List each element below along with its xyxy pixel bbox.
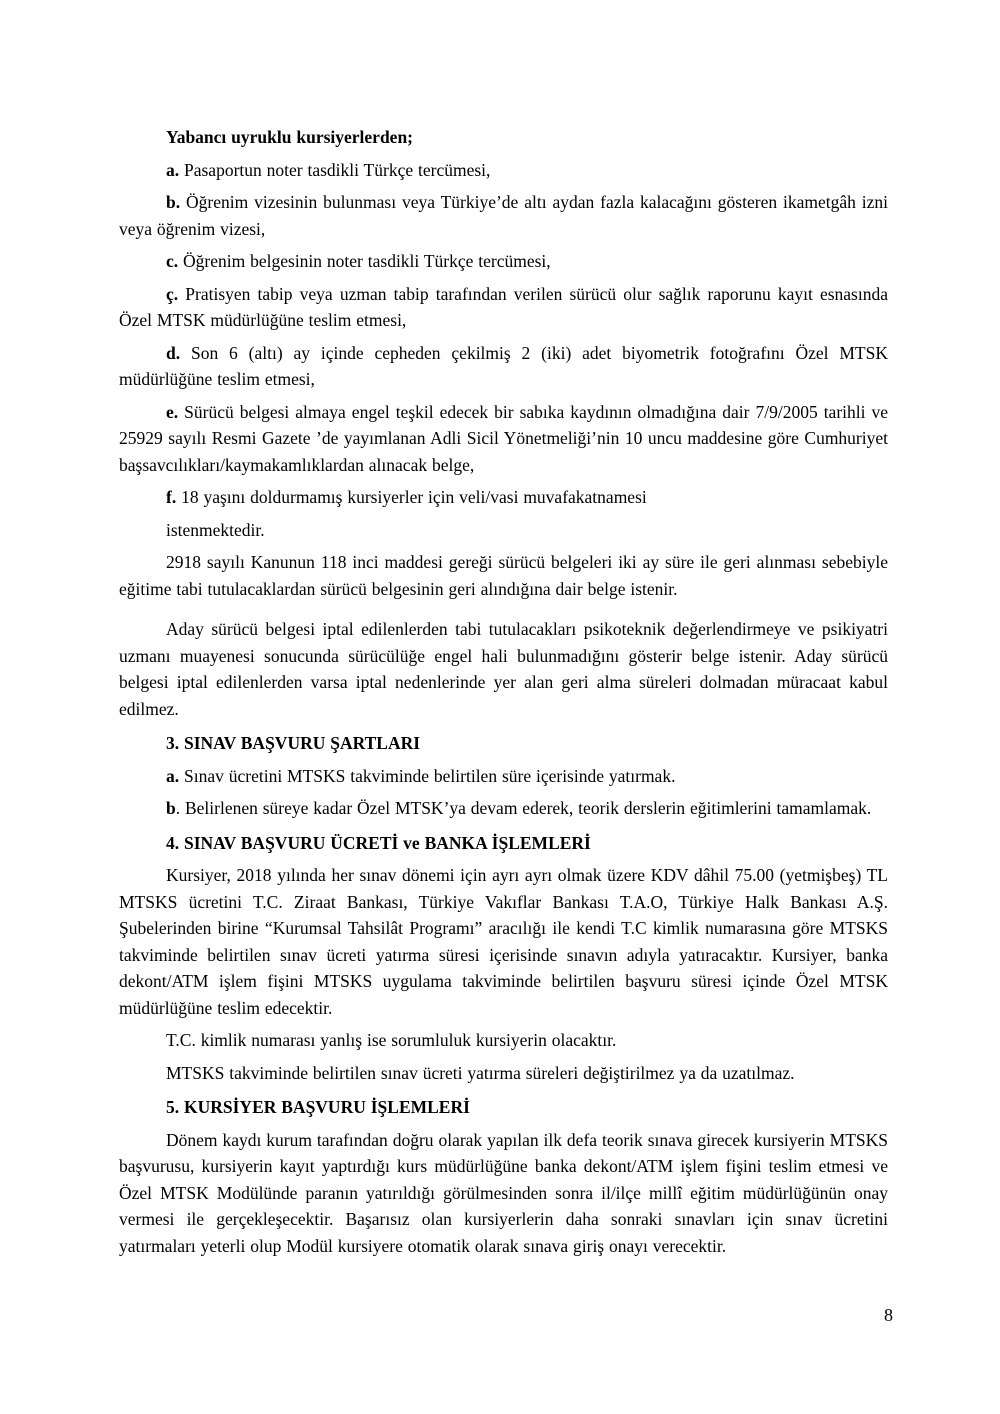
section-heading-4 [119, 830, 888, 857]
paragraph-text: T.C. kimlik numarası yanlış ise sorumluluk kursiyerin olacaktır. [166, 1030, 617, 1050]
paragraph-text: 2918 sayılı Kanunun 118 inci maddesi gereği sürücü belgeleri iki ay süre ile geri alınması sebebiyle eğitime tabi tutulacaklardan sürücü belgesinin geri alındığına dair belge istenir. [119, 552, 888, 599]
exam-condition-b [119, 795, 888, 822]
paragraph-2918-law [119, 549, 888, 602]
document-body [119, 116, 888, 1265]
paragraph-text: istenmektedir. [166, 519, 265, 540]
paragraph-text: Dönem kaydı kurum tarafından doğru olarak yapılan ilk defa teorik sınava girecek kursiyerin MTSKS başvurusu, kursiyerin kayıt yaptırdığı kurs müdürlüğüne banka dekont/ATM işlem fişini teslim etmesi ve Özel MTSK Modülünde paranın yatırıldığı görülmesinden sonra il/ilçe millî eğitim müdürlüğünün onay vermesi ile gerçekleşecektir. Başarısız olan kursiyerlerin daha sonraki sınavları için sınav ücretini yatırmaları yeterli olup Modül kursiyere otomatik olarak sınava giriş onayı verecektir. [119, 1129, 888, 1256]
list-item-c [119, 248, 888, 275]
item-marker: e. [166, 401, 179, 422]
exam-condition-a [119, 763, 888, 790]
item-text: Sınav ücretini MTSKS takviminde belirtilen süre içerisinde yatırmak. [179, 765, 676, 786]
item-text: Pratisyen tabip veya uzman tabip tarafından verilen sürücü olur sağlık raporunu kayıt esnasında Özel MTSK müdürlüğüne teslim etmesi, [119, 283, 888, 330]
list-item-b [119, 189, 888, 242]
item-text: Öğrenim vizesinin bulunması veya Türkiye’de altı aydan fazla kalacağını gösteren ikametgâh izni veya öğrenim vizesi, [119, 192, 888, 239]
item-text: Son 6 (altı) ay içinde cepheden çekilmiş 2 (iki) adet biyometrik fotoğrafını Özel MTSK müdürlüğüne teslim etmesi, [119, 342, 888, 389]
paragraph-exam-fee [119, 862, 888, 1021]
list-item-f [119, 484, 888, 511]
item-marker: a. [166, 765, 180, 786]
item-marker: b. [166, 192, 181, 212]
item-marker: f. [166, 487, 177, 507]
paragraph-fee-deadline [119, 1060, 888, 1087]
item-text: Sürücü belgesi almaya engel teşkil edecek bir sabıka kaydının olmadığına dair 7/9/2005 tarihli ve 25929 sayılı Resmi Gazete ’de yayımlanan Adli Sicil Yönetmeliği’nin 10 uncu maddesine göre Cumhuriyet başsavcılıkları/kaymakamlıklardan alınacak belge, [119, 401, 888, 475]
list-item-a [119, 157, 888, 184]
paragraph-tc-id-warning [119, 1027, 888, 1054]
item-marker: a. [166, 159, 180, 180]
item-text: . Belirlenen süreye kadar Özel MTSK’ya devam ederek, teorik derslerin eğitimlerini tamamlamak. [175, 798, 872, 818]
paragraph-text: Aday sürücü belgesi iptal edilenlerden tabi tutulacakları psikoteknik değerlendirmeye ve psikiyatri uzmanı muayenesi sonucunda sürücülüğe engel hali bulunmadığını gösterir belge istenir. Aday sürücü belgesi iptal edilenlerden varsa iptal nedenlerinde yer alan geri alma süreleri dolmadan müracaat kabul edilmez. [119, 619, 888, 719]
paragraph-revoked-licence [119, 616, 888, 722]
item-text: Öğrenim belgesinin noter tasdikli Türkçe tercümesi, [178, 251, 551, 271]
item-marker: b [166, 798, 176, 818]
paragraph-text: 5. KURSİYER BAŞVURU İŞLEMLERİ [166, 1097, 470, 1117]
page-number: 8 [884, 1305, 893, 1325]
item-marker: d. [166, 342, 181, 363]
section-heading-5 [119, 1094, 888, 1121]
list-closing-line [119, 517, 888, 544]
item-text: 18 yaşını doldurmamış kursiyerler için veli/vasi muvafakatnamesi [176, 487, 647, 507]
list-item-e [119, 399, 888, 479]
item-marker: c. [166, 251, 179, 271]
list-item-c-cedilla [119, 281, 888, 334]
paragraph-application-process [119, 1127, 888, 1260]
paragraph-text: 4. SINAV BAŞVURU ÜCRETİ ve BANKA İŞLEMLERİ [166, 832, 591, 853]
paragraph-text: 3. SINAV BAŞVURU ŞARTLARI [166, 733, 421, 753]
foreign-students-heading [119, 124, 888, 151]
paragraph-text: MTSKS takviminde belirtilen sınav ücreti yatırma süreleri değiştirilmez ya da uzatılmaz. [166, 1062, 795, 1083]
paragraph-text: Kursiyer, 2018 yılında her sınav dönemi için ayrı ayrı olmak üzere KDV dâhil 75.00 (yetmişbeş) TL MTSKS ücretini T.C. Ziraat Bankası, Türkiye Vakıflar Bankası T.A.O, Türkiye Halk Bankası A.Ş. Şubelerinden birine “Kurumsal Tahsilât Programı” aracılığı ile kendi T.C kimlik numarasına göre MTSKS takviminde belirtilen sınav ücreti yatırma süresi içerisinde sınavın adıyla yatıracaktır. Kursiyer, banka dekont/ATM işlem fişini MTSKS uygulama takviminde belirtilen başvuru süresi içinde Özel MTSK müdürlüğüne teslim edecektir. [119, 865, 888, 1018]
paragraph-text: Yabancı uyruklu kursiyerlerden; [166, 127, 413, 147]
item-text: Pasaportun noter tasdikli Türkçe tercümesi, [179, 159, 491, 180]
item-marker: ç. [166, 283, 179, 304]
list-item-d [119, 340, 888, 393]
section-heading-3 [119, 730, 888, 757]
